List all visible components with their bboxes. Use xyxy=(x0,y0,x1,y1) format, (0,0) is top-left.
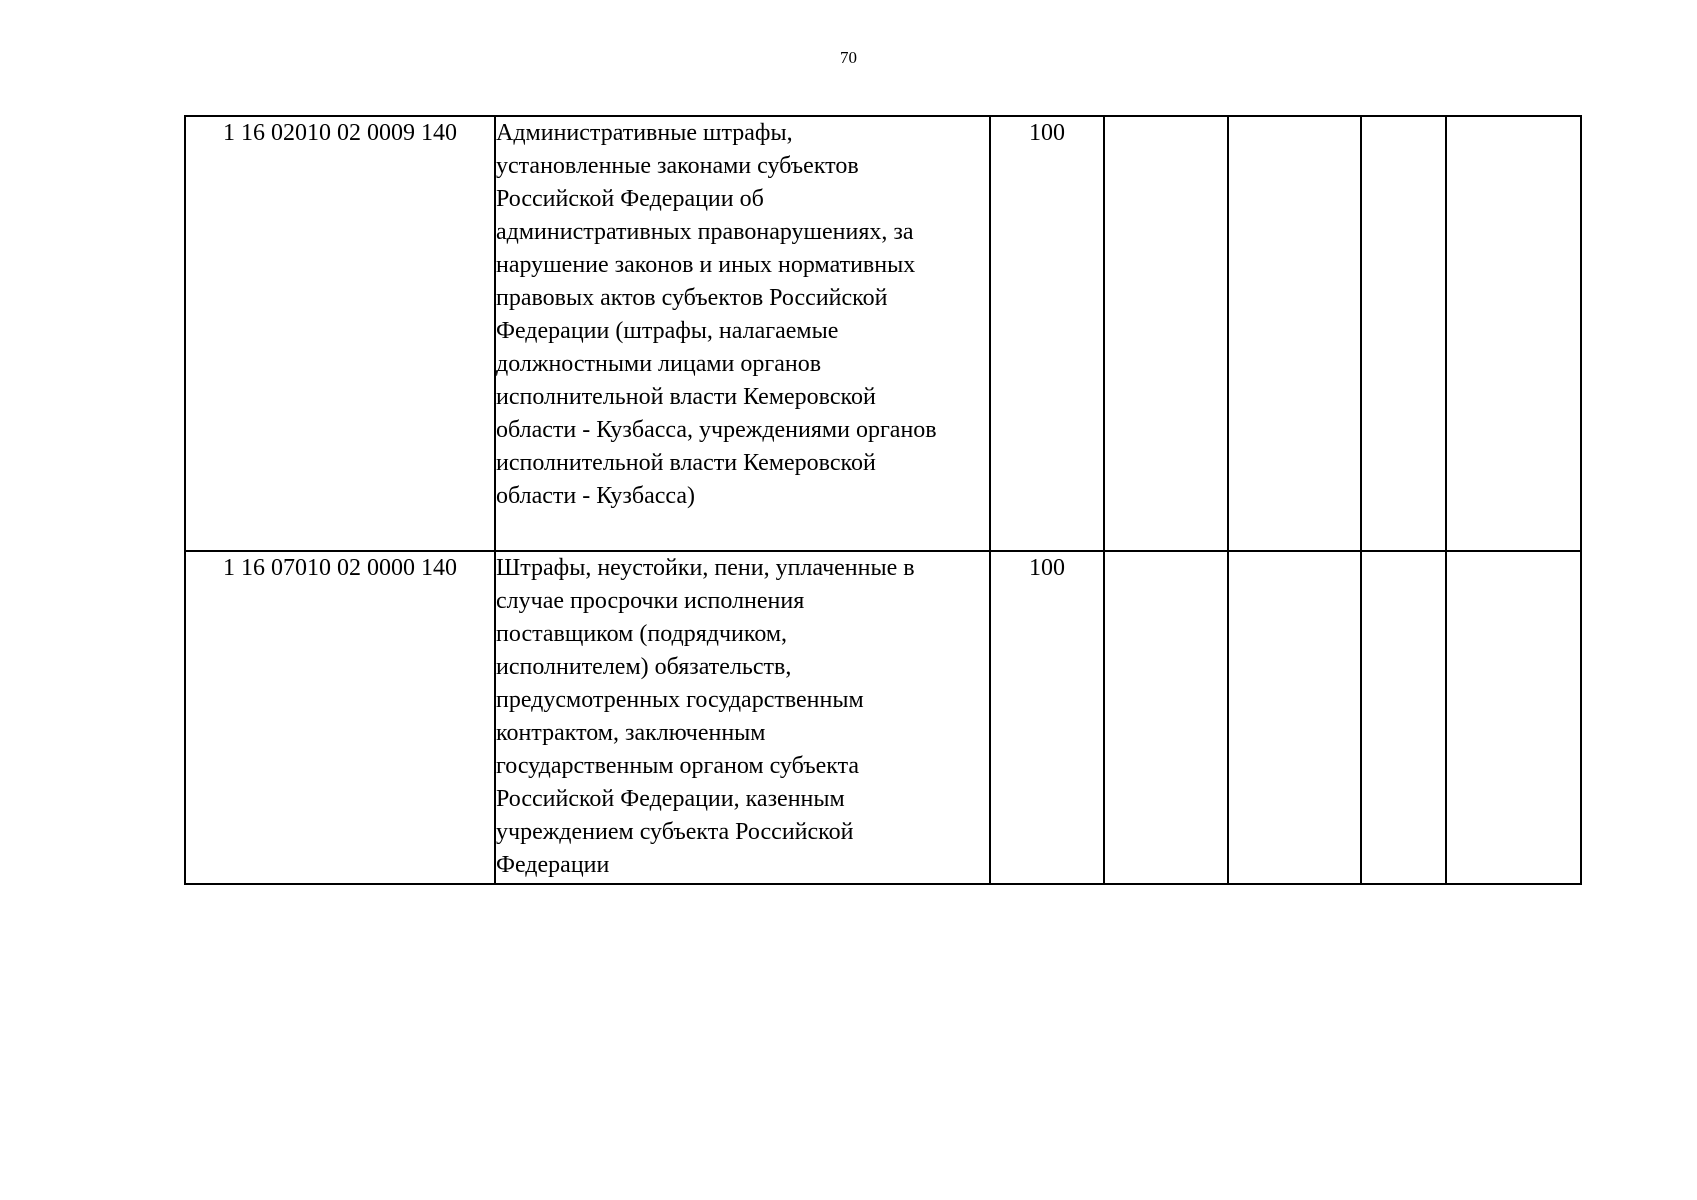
description-line: исполнительной власти Кемеровской xyxy=(496,384,876,410)
empty-cell xyxy=(1228,116,1361,551)
empty-cell xyxy=(1361,551,1446,884)
budget-code-cell: 1 16 02010 02 0009 140 xyxy=(185,116,495,551)
empty-cell xyxy=(1228,551,1361,884)
description-line: поставщиком (подрядчиком, xyxy=(496,621,788,647)
description-line: предусмотренных государственным xyxy=(496,687,864,713)
description-line: Федерации xyxy=(496,852,610,878)
description-line: учреждением субъекта Российской xyxy=(496,819,854,845)
description-line: установленные законами субъектов xyxy=(496,153,859,179)
description-line: Российской Федерации, казенным xyxy=(496,786,845,812)
description-line: Штрафы, неустойки, пени, уплаченные в xyxy=(496,555,915,581)
table-row xyxy=(185,551,1581,884)
empty-cell xyxy=(1446,116,1581,551)
description-line: Российской Федерации об xyxy=(496,186,764,212)
empty-cell xyxy=(1104,116,1228,551)
description-line: области - Кузбасса) xyxy=(496,483,696,509)
description-cell xyxy=(495,116,990,551)
empty-cell xyxy=(1104,551,1228,884)
description-line: Административные штрафы, xyxy=(496,120,793,146)
description-cell xyxy=(495,551,990,884)
description-line: административных правонарушениях, за xyxy=(496,219,914,245)
description-line: нарушение законов и иных нормативных xyxy=(496,252,916,278)
description-line: исполнительной власти Кемеровской xyxy=(496,450,876,476)
description-line: правовых актов субъектов Российской xyxy=(496,285,888,311)
budget-code-cell: 1 16 07010 02 0000 140 xyxy=(185,551,495,884)
empty-cell xyxy=(1361,116,1446,551)
page-number: 70 xyxy=(840,48,857,67)
percent-cell: 100 xyxy=(990,551,1104,884)
budget-revenue-table xyxy=(184,115,1582,885)
description-line: должностными лицами органов xyxy=(496,351,822,377)
percent-cell: 100 xyxy=(990,116,1104,551)
description-line: исполнителем) обязательств, xyxy=(496,654,792,680)
description-line: контрактом, заключенным xyxy=(496,720,766,746)
description-line: случае просрочки исполнения xyxy=(496,588,805,614)
description-line: области - Кузбасса, учреждениями органов xyxy=(496,417,937,443)
empty-cell xyxy=(1446,551,1581,884)
table-row xyxy=(185,116,1581,551)
description-line: государственным органом субъекта xyxy=(496,753,860,779)
description-line: Федерации (штрафы, налагаемые xyxy=(496,318,839,344)
